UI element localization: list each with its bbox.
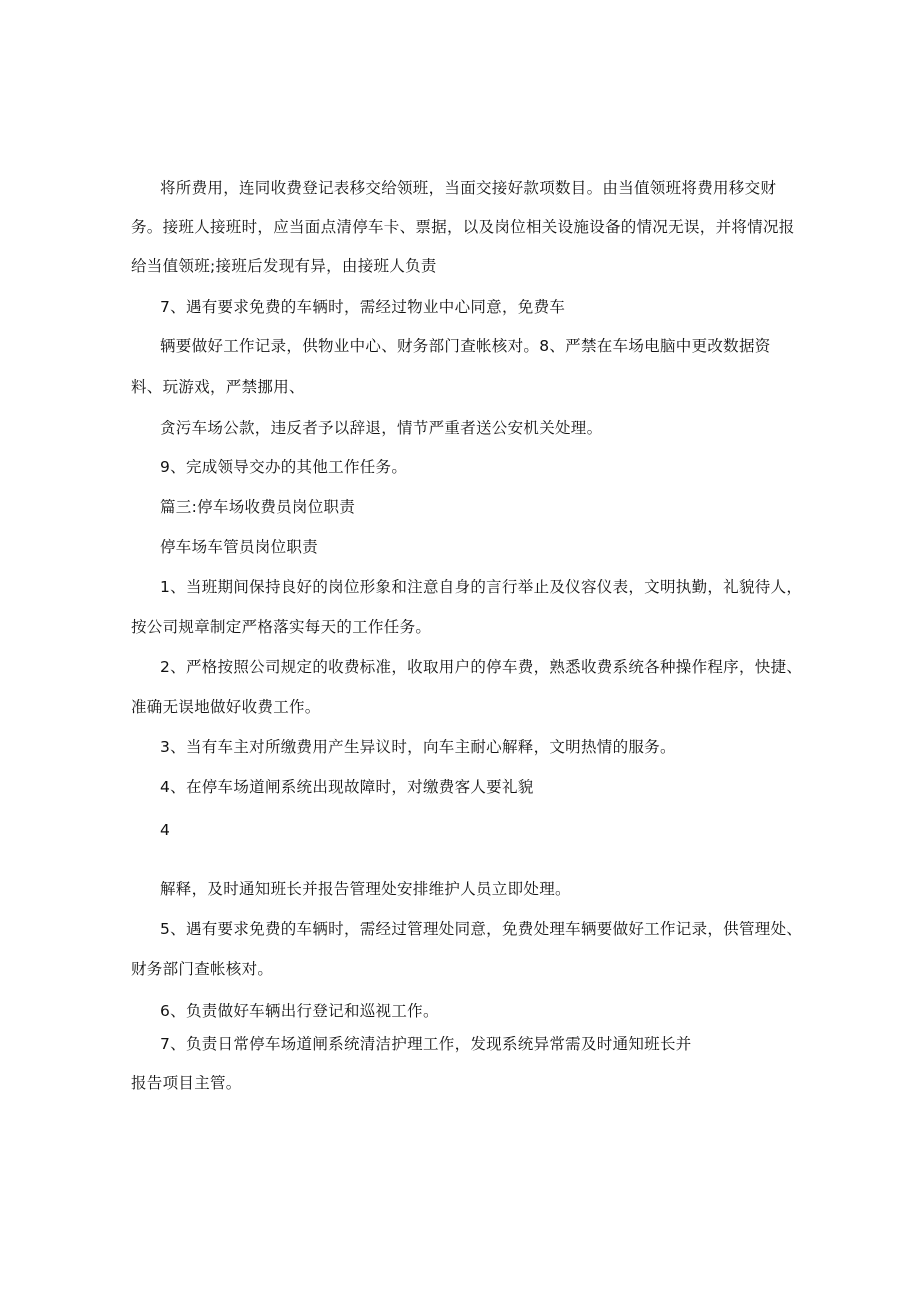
duty-4-line-2: 解释，及时通知班长并报告管理处安排维护人员立即处理。 [160, 880, 571, 898]
duty-3: 3、当有车主对所缴费用产生异议时，向车主耐心解释，文明热情的服务。 [160, 738, 676, 756]
paragraph-line-2: 务。接班人接班时，应当面点清停车卡、票据，以及岗位相关设施设备的情况无误，并将情况报 [131, 218, 795, 236]
subsection-title: 停车场车管员岗位职责 [160, 538, 319, 556]
duty-1-line-1: 1、当班期间保持良好的岗位形象和注意自身的言行举止及仪容仪表，文明执勤，礼貌待人， [160, 578, 803, 596]
duty-4-line-1: 4、在停车场道闸系统出现故障时，对缴费客人要礼貌 [160, 778, 534, 796]
paragraph-line-3: 给当值领班;接班后发现有异，由接班人负责 [131, 257, 437, 275]
duty-2-line-2: 准确无误地做好收费工作。 [131, 698, 321, 716]
item-9: 9、完成领导交办的其他工作任务。 [160, 458, 408, 476]
duty-7-line-2: 报告项目主管。 [131, 1074, 242, 1092]
page-number: 4 [160, 821, 171, 839]
section-heading: 篇三:停车场收费员岗位职责 [160, 498, 356, 516]
item-8-line-1: 料、玩游戏，严禁挪用、 [131, 378, 305, 396]
duty-7-line-1: 7、负责日常停车场道闸系统清洁护理工作，发现系统异常需及时通知班长并 [160, 1035, 692, 1053]
duty-5-line-2: 财务部门查帐核对。 [131, 960, 274, 978]
item-7-line-1: 7、遇有要求免费的车辆时，需经过物业中心同意，免费车 [160, 298, 566, 316]
duty-1-line-2: 按公司规章制定严格落实每天的工作任务。 [131, 618, 432, 636]
paragraph-line-1: 将所费用，连同收费登记表移交给领班，当面交接好款项数目。由当值领班将费用移交财 [160, 179, 777, 197]
duty-2-line-1: 2、严格按照公司规定的收费标准，收取用户的停车费，熟悉收费系统各种操作程序，快捷、 [160, 658, 803, 676]
item-7-line-2: 辆要做好工作记录，供物业中心、财务部门查帐核对。8、严禁在车场电脑中更改数据资 [160, 337, 771, 355]
item-8-line-2: 贪污车场公款，违反者予以辞退，情节严重者送公安机关处理。 [160, 419, 603, 437]
duty-5-line-1: 5、遇有要求免费的车辆时，需经过管理处同意，免费处理车辆要做好工作记录，供管理处、 [160, 920, 803, 938]
duty-6: 6、负责做好车辆出行登记和巡视工作。 [160, 1002, 439, 1020]
